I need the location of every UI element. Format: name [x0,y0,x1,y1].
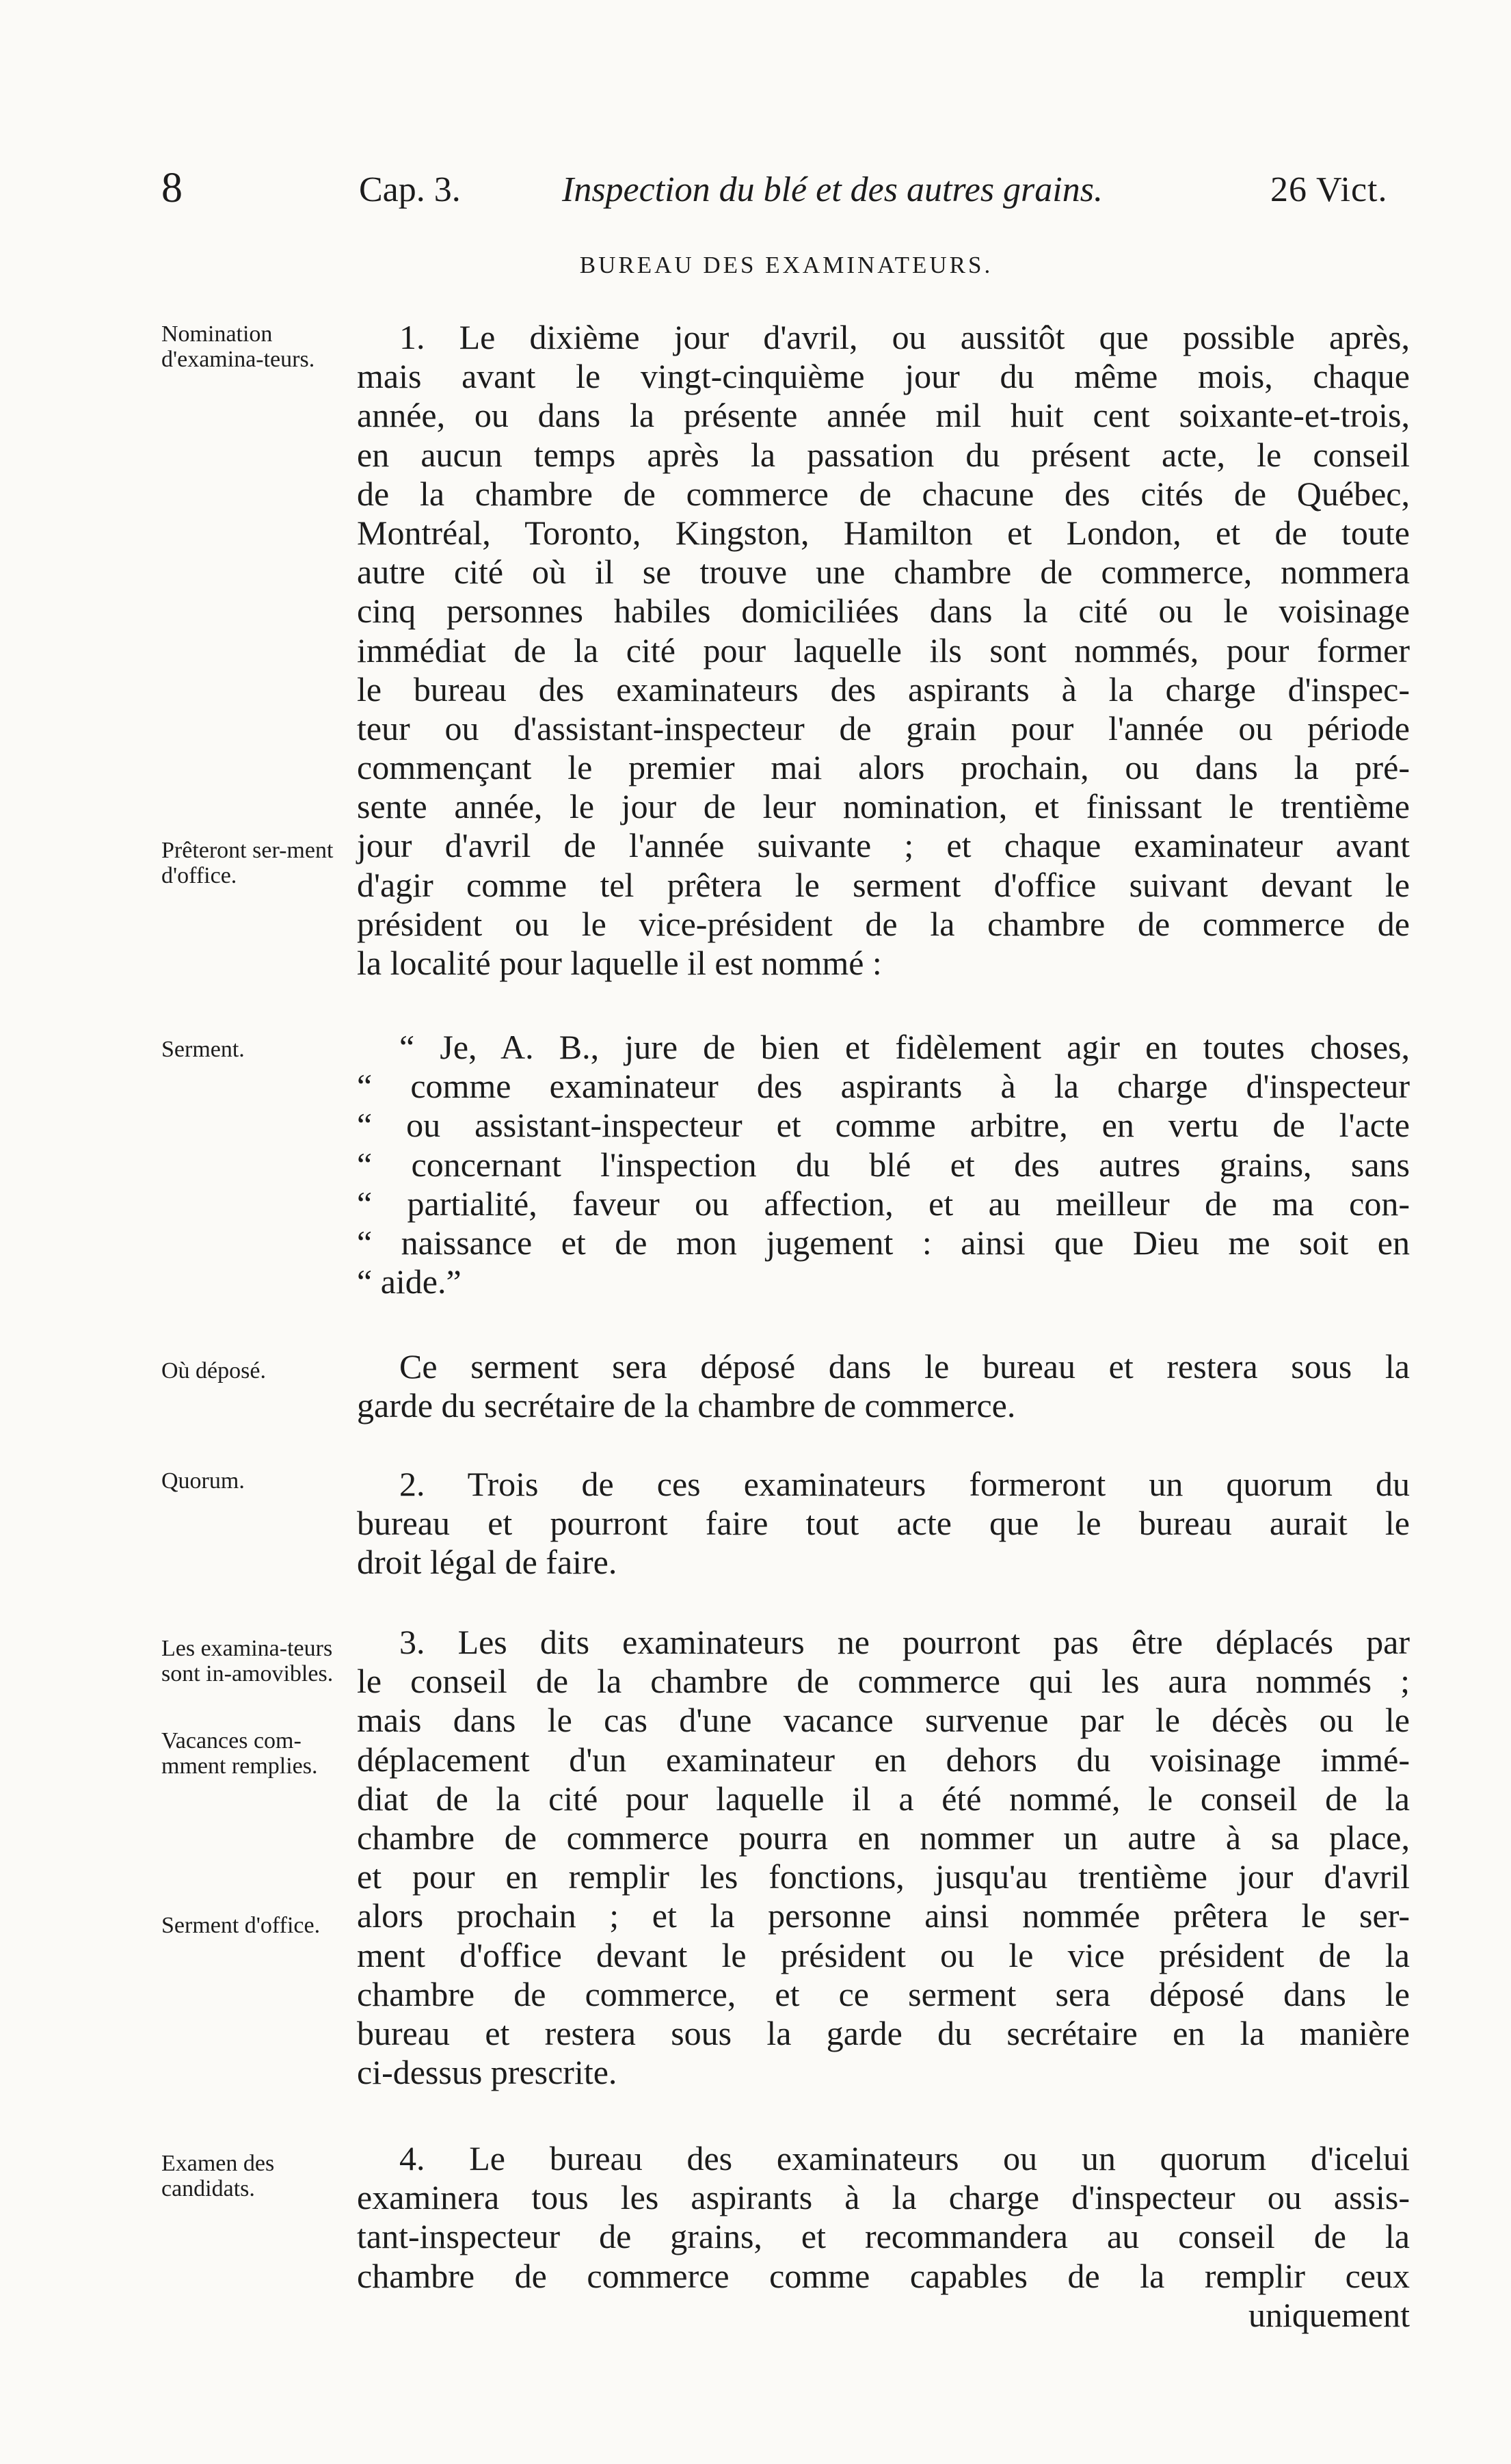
chapter-label: Cap. 3. [359,170,461,209]
text-line: chambre de commerce pourra en nommer un autre à sa place, [357,1818,1410,1857]
text-line: “ naissance et de mon jugement : ainsi que Dieu me soit en [357,1223,1410,1262]
text-line: 4. Le bureau des examinateurs ou un quorum d'icelui [399,2139,1410,2177]
text-line: ment d'office devant le président ou le vice président de la [357,1935,1410,1974]
text-line: “ ou assistant-inspecteur et comme arbitre, en vertu de l'acte [357,1106,1410,1145]
text-line: année, ou dans la présente année mil huit cent soixante-et-trois, [357,396,1410,435]
running-title: Inspection du blé et des autres grains. [562,170,1103,209]
text-line: tant-inspecteur de grains, et recommandera au conseil de la [357,2217,1410,2256]
text-line: chambre de commerce, et ce serment sera déposé dans le [357,1974,1410,2013]
paragraph-3 [357,1623,1410,2092]
text-line: jour d'avril de l'année suivante ; et chaque examinateur avant [357,826,1410,865]
text-line: “ concernant l'inspection du blé et des autres grains, sans [357,1145,1410,1184]
text-line: 1. Le dixième jour d'avril, ou aussitôt que possible après, [399,318,1410,356]
margin-note-oath: Serment. [161,1037,245,1062]
text-line: “ Je, A. B., jure de bien et fidèlement agir en toutes choses, [399,1028,1410,1066]
text-line: “ partialité, faveur ou affection, et au meilleur de ma con- [357,1184,1410,1223]
paragraph-4 [357,2139,1410,2335]
margin-note-deposit: Où déposé. [161,1358,266,1383]
text-line: immédiat de la cité pour laquelle ils sont nommés, pour former [357,631,1410,670]
text-line: teur ou d'assistant-inspecteur de grain pour l'année ou période [357,708,1410,747]
text-line: président ou le vice-président de la chambre de commerce de [357,904,1410,943]
text-line: chambre de commerce comme capables de la remplir ceux [357,2256,1410,2295]
section-heading: BUREAU DES EXAMINATEURS. [579,252,993,278]
text-line: le conseil de la chambre de commerce qui les aura nommés ; [357,1662,1410,1701]
paragraph-1 [357,318,1410,983]
margin-note-oath-office-2: Serment d'office. [161,1913,321,1938]
text-line: alors prochain ; et la personne ainsi nommée prêtera le ser- [357,1896,1410,1935]
margin-note-examination: Examen des candidats. [161,2151,275,2201]
text-line: 2. Trois de ces examinateurs formeront un quorum du [399,1465,1410,1503]
text-line: Montréal, Toronto, Kingston, Hamilton et London, et de toute [357,513,1410,552]
text-line: et pour en remplir les fonctions, jusqu'au trentième jour d'avril [357,1857,1410,1896]
text-line: le bureau des examinateurs des aspirants à la charge d'inspec- [357,670,1410,708]
margin-note-irremovable: Les examina-teurs sont in-amovibles. [161,1636,334,1686]
regnal-year: 26 Vict. [1270,170,1388,209]
text-line: “ aide.” [357,1262,462,1301]
text-line: en aucun temps après la passation du présent acte, le conseil [357,435,1410,474]
paragraph-deposit [357,1347,1410,1425]
text-line: cinq personnes habiles domiciliées dans la cité ou le voisinage [357,592,1410,631]
text-line: sente année, le jour de leur nomination, et finissant le trentième [357,787,1410,826]
text-line: “ comme examinateur des aspirants à la charge d'inspecteur [357,1067,1410,1106]
text-line: garde du secrétaire de la chambre de commerce. [357,1386,1016,1425]
text-line: bureau et pourront faire tout acte que le bureau aurait le [357,1504,1410,1543]
text-line: examinera tous les aspirants à la charge d'inspecteur ou assis- [357,2178,1410,2217]
text-line: bureau et restera sous la garde du secrétaire en la manière [357,2013,1410,2052]
margin-note-quorum: Quorum. [161,1468,245,1494]
margin-note-oath-office: Prêteront ser-ment d'office. [161,838,334,888]
text-line: droit légal de faire. [357,1543,617,1582]
text-line: d'agir comme tel prêtera le serment d'office suivant devant le [357,865,1410,904]
text-line: mais avant le vingt-cinquième jour du même mois, chaque [357,357,1410,396]
paragraph-2 [357,1465,1410,1582]
text-line: 3. Les dits examinateurs ne pourront pas être déplacés par [399,1623,1410,1661]
margin-note-nomination: Nomination d'examina-teurs. [161,321,315,372]
paragraph-oath [357,1028,1410,1301]
text-line: ci-dessus prescrite. [357,2053,617,2092]
catchword: uniquement [1248,2295,1410,2334]
text-line: Ce serment sera déposé dans le bureau et restera sous la [399,1347,1410,1386]
page-number: 8 [161,165,183,211]
text-line: déplacement d'un examinateur en dehors du voisinage immé- [357,1740,1410,1779]
text-line: de la chambre de commerce de chacune des cités de Québec, [357,474,1410,513]
text-line: diat de la cité pour laquelle il a été nommé, le conseil de la [357,1779,1410,1818]
text-line: mais dans le cas d'une vacance survenue par le décès ou le [357,1701,1410,1740]
margin-note-vacancies: Vacances com-mment remplies. [161,1728,318,1779]
text-line: commençant le premier mai alors prochain, ou dans la pré- [357,748,1410,787]
text-line: la localité pour laquelle il est nommé : [357,944,882,982]
text-line: autre cité où il se trouve une chambre de commerce, nommera [357,553,1410,592]
